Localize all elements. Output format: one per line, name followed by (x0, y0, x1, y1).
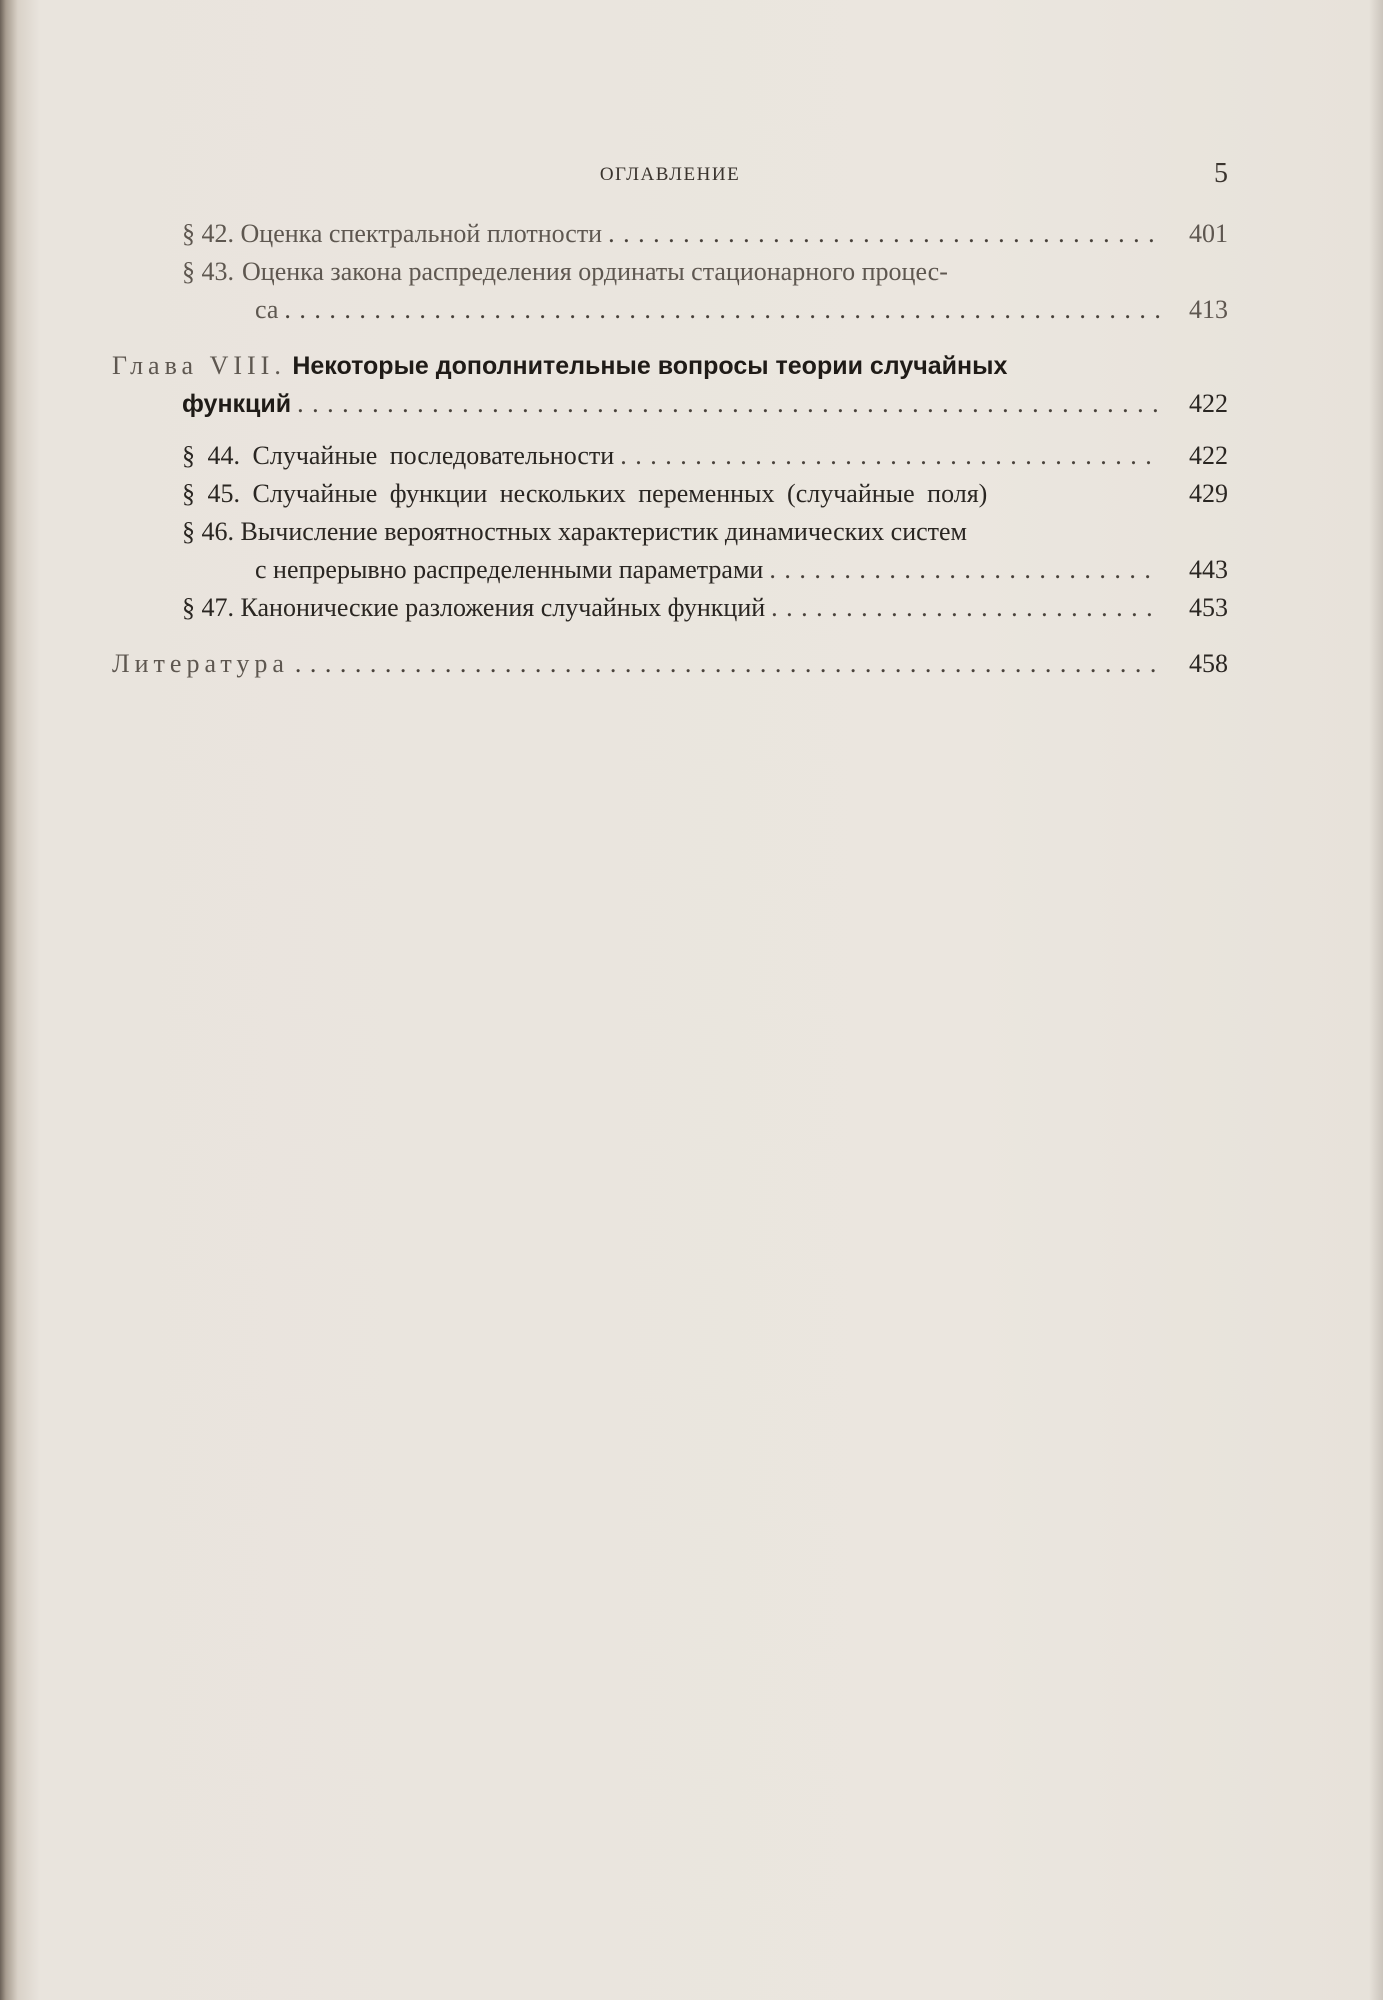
toc-entry-page: 458 (1189, 649, 1228, 678)
dot-leader (284, 291, 1160, 329)
toc-entry-44 (112, 437, 1228, 475)
toc-entry-title: Канонические разложения случайных функций (240, 593, 766, 622)
dot-leader (620, 437, 1160, 475)
toc-entry-page: 413 (1189, 295, 1228, 324)
toc-entry-43 (112, 253, 1228, 291)
toc-entry-title: Случайные функции нескольких переменных (случайные поля) (252, 479, 988, 508)
dot-leader (608, 215, 1160, 253)
toc-entry-page: 429 (1189, 479, 1228, 508)
toc-entry-number: § 44. (182, 441, 240, 470)
toc-entry-number: § 46. (182, 517, 234, 546)
toc-literature (112, 645, 1228, 683)
toc-entry-number: § 42. (182, 219, 234, 248)
running-header (112, 160, 1228, 194)
dot-leader (297, 385, 1160, 423)
toc-entry-title: Случайные последовательности (252, 441, 615, 470)
toc-entry-46-cont (112, 551, 1228, 589)
toc-entry-page: 422 (1189, 389, 1228, 418)
toc-entry-page: 453 (1189, 593, 1228, 622)
toc-entry-title-line2: с непрерывно распределенными параметрами (255, 555, 764, 584)
toc-chapter-8 (112, 347, 1228, 385)
toc-entry-43-cont (112, 291, 1228, 329)
dot-leader (769, 551, 1160, 589)
dot-leader (771, 589, 1160, 627)
toc-entry-46 (112, 513, 1228, 551)
toc-entry-title-line1: Оценка закона распределения ординаты стационарного процес- (242, 257, 948, 286)
toc-entry-number: § 45. (182, 479, 240, 508)
toc-entry-page: 443 (1189, 555, 1228, 584)
toc-entry-page: 401 (1189, 219, 1228, 248)
toc-chapter-8-cont (112, 385, 1228, 423)
header-title: ОГЛАВЛЕНИЕ (599, 164, 741, 185)
toc-entry-42 (112, 215, 1228, 253)
toc-entry-45 (112, 475, 1228, 513)
toc-entry-47 (112, 589, 1228, 627)
chapter-title-line2: функций (182, 390, 292, 418)
dot-leader (295, 645, 1160, 683)
toc-entry-title: Оценка спектральной плотности (240, 219, 603, 248)
literature-title: Литература (112, 649, 289, 678)
header-page-number: 5 (1214, 158, 1228, 189)
toc-entry-title-line1: Вычисление вероятностных характеристик динамических систем (240, 517, 968, 546)
table-of-contents (112, 215, 1228, 683)
chapter-title-line1: Некоторые дополнительные вопросы теории случайных (292, 352, 1008, 380)
toc-entry-number: § 47. (182, 593, 234, 622)
toc-entry-number: § 43. (182, 257, 234, 286)
toc-entry-page: 422 (1189, 441, 1228, 470)
chapter-label: Глава VIII. (112, 351, 286, 380)
toc-entry-title-line2: са (255, 295, 279, 324)
